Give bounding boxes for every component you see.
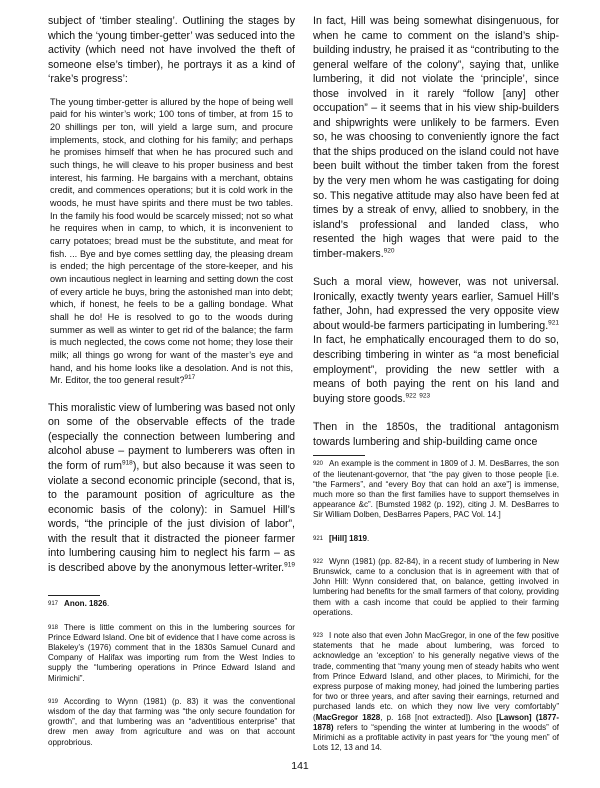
footnote: $^{917}$ Anon. 1826. xyxy=(48,599,110,609)
footnote: $^{922}$ Wynn (1981) (pp. 82-84), in a recent study of lumbering in New Brunswick, came to a conclusion that is in agreement with that of John Hill: Wynn considered that, on balance, getting involved in lumbering had benefits for the small farmers of that colony, providing them with a cash income that could be applied to their farming operations. xyxy=(313,556,559,617)
footnote: $^{921}$ [Hill] 1819. xyxy=(313,533,370,543)
body-paragraph: This moralistic view of lumbering was based not only on some of the observable effects of the trade (especially the connection between lumbering and alcohol abuse – payment to lumberers was often in the form of rum$^{918}$), but also because it was seen to violate a second economic principle (second, that is, to the paramount position of agriculture as the economic basis of the colony): in Samuel Hill’s words, “the principle of the just division of labor”, with the result that it distracted the pioneer farmer into lumbering causing him to neglect his farm – as is described above by the anonymous letter-writer.$^{919}$ xyxy=(48,401,295,574)
page-number: 141 xyxy=(291,760,309,772)
footnote-ref: 922 xyxy=(405,392,417,400)
block-quote: The young timber-getter is allured by the hope of being well paid for his winter’s work; 100 tons of timber, at from 15 to 20 shillings per ton, will yield a large sum, and procure implements, stock, and clothing for his family; and perhaps he promises himself that when he has procured such and such things, he will cleave to his proper business and best interest, his farming. He bargains with a merchant, obtains credit, and commences operations; but it is cold work in the woods, he must have spirits and there must be two tables. In the family his food would be scarcely missed; not so what he requires when in camp, to which, it is inconvenient to carry potatoes; bread must be the substitute, and meat for fish. ... Bye and bye comes settling day, the pleasing dream is ended; the high percentage of the store-keeper, and his own incautious neglect in learning and setting down the cost of every article he buys, bring the astonished man into debt; which, if honest, he feels to be a galling bondage. What shall he do! He is resolved to go to the woods during summer as well as winter to get rid of the balance; the farm is much neglected, the cows come not home; they lose their milk; all things go wrong for want of the master’s eye and hand, and his home looks like a desolation. And is not this, Mr. Editor, the too general result?$^{917}$ xyxy=(50,96,293,386)
left-column xyxy=(48,14,295,748)
footnote-ref: 917 xyxy=(184,374,196,382)
footnote-divider xyxy=(313,455,365,456)
footnote: $^{919}$ According to Wynn (1981) (p. 83) it was the conventional wisdom of the day that farming was “the only secure foundation for growth”, and that lumbering was an “adventitious enterprise” that drew men away from agriculture and was on that account opprobrious. xyxy=(48,696,295,747)
footnote: $^{918}$ There is little comment on this in the lumbering sources for Prince Edward Island. One bit of evidence that I have come across is Blakeley’s (1976) comment that in the 1830s Samuel Cunard and Company of Halifax was importing rum from the West Indies to supply the “lumbering operations in Prince Edward Island and Mirimichi”. xyxy=(48,622,295,683)
footnote-ref: 918 xyxy=(121,459,133,467)
footnote-divider xyxy=(48,595,100,596)
body-paragraph: In fact, Hill was being somewhat disingenuous, for when he came to comment on the island’s ship-building industry, he praised it as “contributing to the general welfare of the colony”, saying that, unlike lumbering, it did not violate the ‘principle’, since those involved in it rarely “follow [any] other occupation” – it seems that in his view ship-builders and shipwrights were unlikely to be farmers. Even so, he was choosing to conveniently ignore the fact that the ships produced on the island could not have been built without the timber taken from the forest by the very men whom he was castigating for doing so. This negative attitude may also have been fed at times by a streak of envy, allied to snobbery, in the island’s professional and landed class, who resented the high wages that were paid to the timber-makers.$^{920}$ xyxy=(313,15,559,260)
footnote: $^{923}$ I note also that even John MacGregor, in one of the few positive statements that he made about lumbering, was forced to acknowledge an ‘exception’ to his generally negative views of the trade, commenting that “many young men of steady habits who went from Prince Edward Island, and other places, to Mirimichi, for the express purpose of making money, had joined the lumbering parties for two or three years, and after saving their earnings, returned and purchased lands etc. on which they now live very comfortably” (MacGregor 1828, p. 168 [not extracted]). Also [Lawson] (1877-1878) refers to “spending the winter at lumbering in the woods” of Mirimichi as a profitable activity in past years for “the young men” of Lots 12, 13 and 14. xyxy=(313,630,560,753)
body-paragraph: Such a moral view, however, was not universal. Ironically, exactly twenty years earlier, Samuel Hill’s father, John, had expressed the very opposite view about would-be farmers participating in lumbering.$^{921}$ In fact, he emphatically encouraged them to do so, describing timbering in winter as “a most beneficial employment”, providing the new settler with a means of both paying the rent on his land and buying store goods.$^{922}$ $^{923}$ xyxy=(313,276,559,405)
right-column xyxy=(313,14,559,753)
footnote-ref: 923 xyxy=(419,392,431,400)
body-paragraph: subject of ‘timber stealing’. Outlining the stages by which the ‘young timber-getter’ was seduced into the activity (which need not have involved the theft of someone else’s timber), he portrays it as a kind of ‘rake’s progress’: xyxy=(48,15,295,86)
footnote-ref: 921 xyxy=(548,319,559,327)
footnote-ref: 919 xyxy=(284,561,295,569)
body-paragraph: Then in the 1850s, the traditional antagonism towards lumbering and ship-building came once xyxy=(313,421,559,448)
footnote: $^{920}$ An example is the comment in 1809 of J. M. DesBarres, the son of the lieutenant-governor, that “the pay given to those people [i.e. “the Farmers”, and “every Boy that can hold an axe”] is immense, much more so than the first families have to support themselves in appearance &c”. [Bumsted 1982 (p. 192), citing J. M. DesBarres to Sir William Dolben, DesBarres Papers, PAC Vol. 14.] xyxy=(313,459,559,520)
footnote-ref: 920 xyxy=(383,247,395,255)
